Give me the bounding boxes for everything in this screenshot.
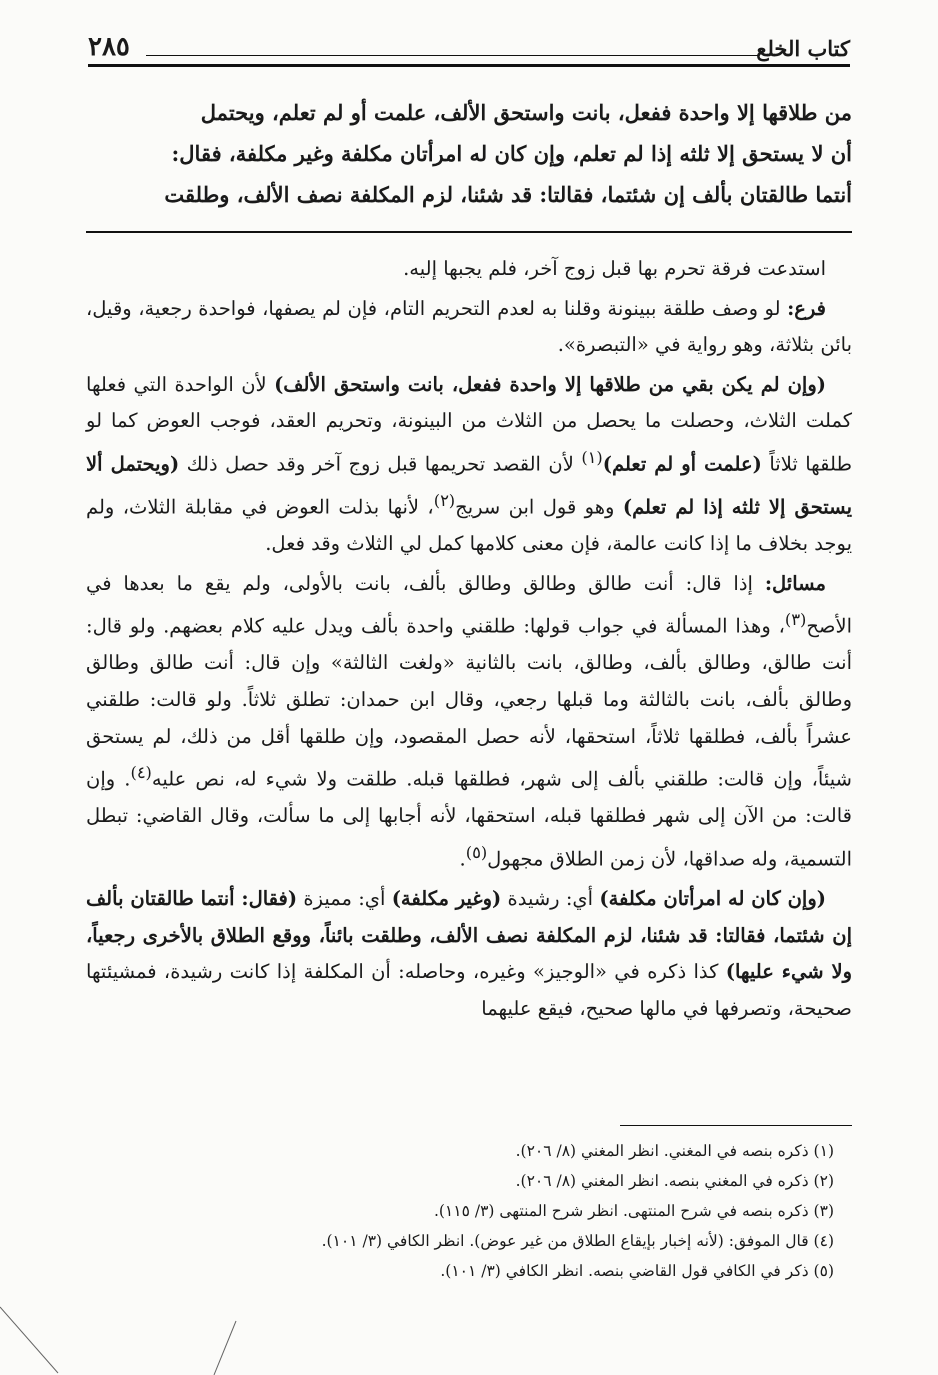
- footnotes: [86, 1136, 852, 1286]
- footnote-number: (١): [813, 1142, 834, 1160]
- sharh-paragraph: [86, 367, 852, 563]
- footnote-text: ذكر في الكافي قول القاضي بنصه. انظر الكافي (٣/ ١٠١).: [440, 1262, 809, 1280]
- sharh-paragraph: [86, 251, 852, 288]
- matn-line: أن لا يستحق إلا ثلثه إذا لم تعلم، وإن كان له امرأتان مكلفة وغير مكلفة، فقال:: [171, 141, 852, 166]
- far-heading: فرع:: [787, 296, 826, 320]
- footnote-ref: (٢): [433, 491, 456, 511]
- matn-quote: (ويحتمل ألا يستحق إلا ثلثه إذا لم تعلم): [86, 452, 852, 519]
- matn-line: من طلاقها إلا واحدة ففعل، بانت واستحق الألف، علمت أو لم تعلم، ويحتمل: [200, 100, 852, 125]
- scan-mark-line: [0, 1307, 58, 1373]
- sharh-paragraph: [86, 566, 852, 878]
- footnote-ref: (٤): [130, 763, 152, 783]
- sharh-text-run: لأن القصد تحريمها قبل زوج آخر وقد حصل ذلك: [179, 452, 582, 476]
- footnote-text: قال الموفق: (لأنه إخبار بإيقاع الطلاق من غير عوض). انظر الكافي (٣/ ١٠١).: [321, 1232, 809, 1250]
- sharh-text-run: لأن الواحدة التي فعلها كملت الثلاث، وحصلت ما يحصل من الثلاث من البينونة، وتحريم العقد، فوجب العوض كما لو طلقها ثلاثاً: [86, 372, 852, 476]
- header-rule: [88, 64, 850, 67]
- sharh-text-run: ، لأنها بذلت العوض في مقابلة الثلاث، ولم يوجد بخلاف ما إذا كانت عالمة، فإن معنى كلامها كمل لي الثلاث وقد فعل.: [86, 495, 852, 556]
- scan-mark-line: [214, 1321, 236, 1375]
- sharh-text: [86, 251, 852, 1030]
- header-rule-thin: [146, 55, 758, 56]
- matn-quote: (وغير مكلفة): [391, 887, 502, 910]
- footnote-ref: (١): [581, 447, 603, 467]
- footnote-number: (٢): [813, 1172, 834, 1190]
- sharh-text-run: . وإن قالت: من الآن إلى شهر فطلقها قبله، استحقها، لأنه أجابها إلى ما سألت، وقال القاضي: تبطل التسمية، وله صداقها، لأن زمن الطلاق مجهول: [86, 767, 852, 871]
- matn-quote: (علمت أو لم تعلم): [602, 452, 762, 476]
- sharh-paragraph: [86, 881, 852, 1027]
- footnote-ref: (٥): [465, 842, 488, 862]
- matn-quote: (وإن كان له امرأتان مكلفة): [599, 887, 826, 910]
- sharh-paragraph: [86, 291, 852, 364]
- footnote-text: ذكره في المغني بنصه. انظر المغني (٨/ ٢٠٦).: [515, 1172, 809, 1190]
- sharh-text-run: استدعت فرقة تحرم بها قبل زوج آخر، فلم يجبها إليه.: [403, 257, 826, 280]
- page-header: [88, 30, 850, 70]
- footnote: [86, 1196, 852, 1226]
- sharh-text-run: إذا قال: أنت طالق وطالق وطالق بألف، بانت بالأولى، ولم يقع ما بعدها في الأصح: [86, 571, 852, 638]
- matn-quote: (فقال: أنتما طالقتان بألف إن شئتما، فقالتا: قد شئنا، لزم المكلفة نصف الألف، وطلقت بائناً، ووقع الطلاق بالأخرى رجعياً، ولا شيء عليها): [86, 887, 852, 984]
- sharh-text-run: لو وصف طلقة ببينونة وقلنا به لعدم التحريم التام، فإن لم يصفها، فواحدة رجعية، وقيل، بائن بثلاثة، وهو رواية في «التبصرة».: [86, 296, 852, 357]
- footnote: [86, 1166, 852, 1196]
- footnote-text: ذكره بنصه في شرح المنتهى. انظر شرح المنتهى (٣/ ١١٥).: [433, 1202, 809, 1220]
- footnote: [86, 1226, 852, 1256]
- footnote-number: (٥): [813, 1262, 834, 1280]
- footnote-ref: (٣): [784, 610, 807, 630]
- footnote-number: (٤): [813, 1232, 834, 1250]
- matn-quote: (وإن لم يكن بقي من طلاقها إلا واحدة ففعل، بانت واستحق الألف): [274, 372, 826, 396]
- matn-text: [86, 92, 852, 215]
- sharh-text-run: أي: رشيدة: [501, 887, 600, 910]
- matn-line: أنتما طالقتان بألف إن شئتما، فقالتا: قد شئنا، لزم المكلفة نصف الألف، وطلقت: [164, 182, 852, 207]
- page-number: ٢٨٥: [88, 32, 130, 62]
- masail-heading: مسائل:: [764, 571, 826, 595]
- footnote: [86, 1136, 852, 1166]
- footnote-number: (٣): [813, 1202, 834, 1220]
- sharh-text-run: ، وهذا المسألة في جواب قولها: طلقني واحدة بألف ويدل عليه كلام بعضهم. ولو قال: أنت طالق، وطالق بألف، وطالق، بانت بالثانية «ولغت الثالثة» وإن قال: أنت طالق وطالق وطالق بألف، بانت بالثالثة وما قبلها رجعي، وقال ابن حمدان: تطلق ثلاثاً. ولو قالت: طلقني عشراً بألف، فطلقها ثلاثاً، استحقها، لأنه حصل المقصود، وإن طلقها أقل من ذلك، لم يستحق شيئاً، وإن قالت: طلقني بألف إلى شهر، فطلقها قبله. طلقت ولا شيء له، نص عليه: [86, 614, 852, 791]
- scan-marks: [0, 1285, 938, 1375]
- sharh-text-run: وهو قول ابن سريج: [455, 495, 623, 519]
- footnote-text: ذكره بنصه في المغني. انظر المغني (٨/ ٢٠٦).: [515, 1142, 809, 1160]
- footnote: [86, 1256, 852, 1286]
- sharh-text-run: كذا ذكره في «الوجيز» وغيره، وحاصله: أن المكلفة إذا كانت رشيدة، فمشيئتها صحيحة، وتصرفها في مالها صحيح، فيقع عليهما: [86, 960, 852, 1020]
- book-title: كتاب الخلع: [756, 36, 850, 61]
- sharh-text-run: .: [459, 847, 466, 871]
- matn-divider: [86, 231, 852, 233]
- sharh-text-run: أي: مميزة: [297, 887, 392, 910]
- footnote-rule: [620, 1125, 852, 1126]
